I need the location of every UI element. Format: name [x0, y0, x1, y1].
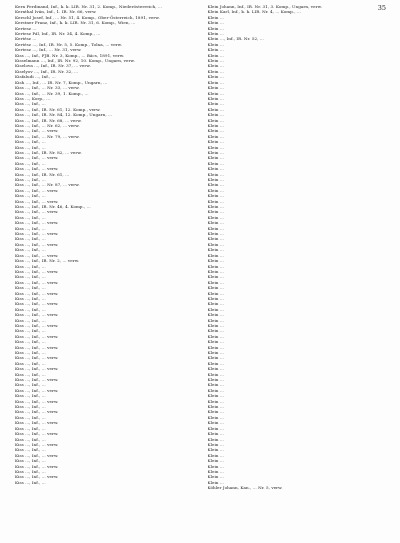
list-entry: Kiss ..., Inf., ... verw.	[15, 290, 59, 296]
list-entry: Klein ...	[207, 63, 224, 69]
list-entry: Klein ...	[207, 474, 224, 480]
list-entry: Klein ..., Inf., IR. Nr. 52, ...	[207, 36, 264, 42]
list-entry: Kiss ..., Inf., ...	[15, 425, 46, 431]
list-entry: Kiss ..., Inf., ... verw.	[15, 187, 59, 193]
list-entry: Kiss ..., Inf., ... verw.	[15, 463, 59, 469]
list-entry: Kiss ..., Inf., ... verw.	[15, 231, 59, 237]
list-entry: Klein ...	[207, 360, 224, 366]
list-entry: Kiss ..., Inf., ... verw.	[15, 344, 59, 350]
list-entry: Klein ...	[207, 274, 224, 280]
list-entry: Kiss ..., Inf., ...	[15, 236, 46, 242]
list-entry: Kiss ..., Inf., IR. Nr. 82, ... verw.	[15, 149, 82, 155]
list-entry: Klein ...	[207, 25, 224, 31]
list-entry: Kiss ..., Inf., ... verw.	[15, 198, 59, 204]
list-entry: Klein ...	[207, 333, 224, 339]
list-entry: Kiss ..., Inf., ... verw.	[15, 166, 59, 172]
list-entry: Kiss ..., Inf., ... Nr. 39, 1. Komp., ...	[15, 90, 89, 96]
list-entry: Klein ...	[207, 463, 224, 469]
list-entry: Klein ...	[207, 344, 224, 350]
list-entry: Klein ...	[207, 393, 224, 399]
list-entry: Klein ...	[207, 204, 224, 210]
list-entry: Klein ...	[207, 366, 224, 372]
list-entry: Klein ...	[207, 285, 224, 291]
list-entry: Klein ...	[207, 68, 224, 74]
list-entry: Kiss ..., Inf., ...	[15, 247, 46, 253]
list-entry: Klein ...	[207, 187, 224, 193]
page-number: 35	[377, 4, 386, 12]
list-entry: Klein ...	[207, 214, 224, 220]
list-entry: Kiss ..., Inf., ...	[15, 225, 46, 231]
list-entry: Klein ...	[207, 371, 224, 377]
list-entry: Kiss ..., Inf., ...	[15, 193, 46, 199]
list-entry: Klein ...	[207, 47, 224, 53]
list-entry: Kish ..., Inf., ... IR. Nr. 7, Komp., Ungarn, ...	[15, 79, 108, 85]
list-entry: Kiss ..., Inf., ... verw.	[15, 301, 59, 307]
list-entry: Klein ...	[207, 458, 224, 464]
list-entry: Kiss ..., Inf., ...	[15, 468, 46, 474]
list-entry: Klein ...	[207, 74, 224, 80]
list-entry: Klein ...	[207, 452, 224, 458]
list-entry: Klein ...	[207, 355, 224, 361]
list-entry: Kiss ..., Inf., IR. Nr. 68, ... verw.	[15, 117, 82, 123]
list-entry: Köhler Johann, Kan., ... Nr. 5, verw.	[207, 485, 283, 491]
list-entry: Kiss ..., Inf., ...	[15, 350, 46, 355]
list-entry: Klein ...	[207, 122, 224, 128]
list-entry: Kiss ..., Inf., ... verw.	[15, 220, 59, 226]
list-entry: Klein ...	[207, 231, 224, 237]
list-entry: Klein ...	[207, 155, 224, 161]
list-entry: Klein ...	[207, 31, 224, 37]
list-entry: Kiss ..., Inf., ... Nr. 79, ... verw.	[15, 133, 80, 139]
list-entry: Kiss ..., Inf., ... verw.	[15, 441, 59, 447]
list-entry: Kerstner Franz, Inf., k. k. LIR. Nr. 31, 6. Komp., Wien, ...	[15, 20, 136, 26]
list-entry: Klein ...	[207, 301, 224, 307]
list-entry: Klein ...	[207, 198, 224, 204]
list-entry: Kertész ..., Inf., IR. Nr. 5, 5. Komp., Tolna, ... verw.	[15, 41, 123, 47]
list-entry: Klein Karl, Inf., k. k. LIR. Nr. 4, ... Komp., ...	[207, 9, 301, 15]
list-entry: Kiss ..., Inf., ... verw.	[15, 322, 59, 328]
list-entry: Klein ...	[207, 479, 224, 485]
list-entry: Klein ...	[207, 90, 224, 96]
list-entry: Klein ...	[207, 133, 224, 139]
list-entry: Klein ...	[207, 252, 224, 258]
list-entry: Klein ...	[207, 117, 224, 123]
list-entry: Klein ...	[207, 258, 224, 264]
list-entry: Kiss ..., Inf., ... verw.	[15, 377, 59, 383]
list-entry: Klein Johann, Inf., IR. Nr. 31, 3. Komp., Ungarn, verw.	[207, 4, 323, 9]
list-entry: Kisfaludi ..., Inf., ...	[15, 74, 56, 80]
list-entry: Kiss ..., Inf., ... verw.	[15, 431, 59, 437]
list-entry: Kiss ..., Inf., ...	[15, 360, 46, 366]
list-entry: Kiss ..., Inf., ...	[15, 306, 46, 312]
list-entry: Klein ...	[207, 436, 224, 442]
list-entry: Kertesz Pál, Inf., IR. Nr. 34, 4. Komp., ...	[15, 31, 101, 37]
list-entry: Kiss ..., Inf., IR. Nr. 61, ...	[15, 171, 70, 177]
list-entry: Kiss ..., Inf., ...	[15, 393, 46, 399]
list-entry: Klein ...	[207, 160, 224, 166]
text-columns	[15, 4, 392, 537]
list-entry: Kiss ..., Inf., ... verw.	[15, 252, 59, 258]
list-entry: Kiss ..., Inf., ...	[15, 458, 46, 464]
list-entry: Kiss ..., Inf., ...	[15, 339, 46, 345]
list-entry: Kiss ..., Inf., ... verw.	[15, 279, 59, 285]
list-entry: Kiss ..., Inf., ... verw.	[15, 452, 59, 458]
list-entry: Kiss ..., Inf., ...	[15, 436, 46, 442]
list-entry: Kiss ..., Inf., ...	[15, 328, 46, 334]
list-entry: Klein ...	[207, 193, 224, 199]
list-entry: Klein ...	[207, 247, 224, 253]
list-entry: Klein ...	[207, 79, 224, 85]
list-entry: Klein ...	[207, 328, 224, 334]
left-column	[15, 4, 200, 537]
list-entry: Klein ...	[207, 468, 224, 474]
list-entry: Kiss ..., Inf., ...	[15, 371, 46, 377]
list-entry: Kertesz ...	[15, 25, 37, 31]
list-entry: Kiss ..., Inf., ...	[15, 285, 46, 291]
list-entry: Klein ...	[207, 306, 224, 312]
list-entry: Kiss ..., Inf., ...	[15, 274, 46, 280]
list-entry: Klein ...	[207, 41, 224, 47]
list-entry: Kiss ..., Inf., ... verw.	[15, 409, 59, 415]
list-entry: Klein ...	[207, 425, 224, 431]
list-entry: Klein ...	[207, 220, 224, 226]
list-entry: Kiss ..., Inf., ...	[15, 382, 46, 388]
list-entry: Klein ...	[207, 106, 224, 112]
list-entry: Kiss ..., Inf., ...	[15, 317, 46, 323]
list-entry: Klein ...	[207, 236, 224, 242]
list-entry: Klein ...	[207, 14, 224, 20]
list-entry: Klein ...	[207, 382, 224, 388]
list-entry: Klein ...	[207, 182, 224, 188]
list-entry: Klein ...	[207, 101, 224, 107]
list-entry: Klein ...	[207, 350, 224, 355]
list-entry: Klein ...	[207, 441, 224, 447]
list-entry: Kerschl Josef, Inf., ... Nr. 51, 4. Komp., Ober-Österreich, 1891, verw.	[15, 14, 160, 20]
list-entry: Klein ...	[207, 398, 224, 404]
list-entry: Kiss ..., Inf., ... verw.	[15, 333, 59, 339]
list-entry: Kiss ..., Inf., ... verw.	[15, 474, 59, 480]
list-entry: Klein ...	[207, 322, 224, 328]
list-entry: Kisselmann ..., Inf., IR. Nr. 92, 10. Komp., Ungarn, verw.	[15, 58, 135, 64]
list-entry: Klein ...	[207, 85, 224, 91]
list-entry: Klein ...	[207, 317, 224, 323]
list-entry: Klein ...	[207, 171, 224, 177]
list-entry: Kiss ..., Inf., ... verw.	[15, 355, 59, 361]
list-entry: Klein ...	[207, 339, 224, 345]
list-entry: Klein ...	[207, 290, 224, 296]
list-entry: Klein ...	[207, 58, 224, 64]
list-entry: Klein ...	[207, 447, 224, 453]
list-entry: Klein ...	[207, 112, 224, 118]
list-entry: Klein ...	[207, 312, 224, 318]
list-entry: Kiss ..., Inf., ...	[15, 479, 46, 485]
list-entry: Kiss ..., Inf., IR. Nr. 46, 4. Komp., ...	[15, 204, 91, 210]
list-entry: Kiss ..., Inf., ...	[15, 414, 46, 420]
list-entry: Klein ...	[207, 414, 224, 420]
list-entry: Kiss ..., Inf., ... Nr. 62, ... verw.	[15, 122, 80, 128]
list-entry: Klein ...	[207, 241, 224, 247]
list-entry: Kiss ..., Inf., ...	[15, 101, 46, 107]
list-entry: Kiss ..., Inf., ... verw.	[15, 312, 59, 318]
list-entry: Klein ...	[207, 263, 224, 269]
list-entry: Kiss ..., Inf., IR. Nr. 2, ... verw.	[15, 258, 80, 264]
list-entry: Kiselova ..., Inf., IR. Nr. 37, ... verw.	[15, 63, 91, 69]
list-entry: Klein ...	[207, 209, 224, 215]
list-entry: Kiss ..., Inf., ...	[15, 160, 46, 166]
list-entry: Kiss ..., Inf., ... verw.	[15, 209, 59, 215]
list-entry: Kiss ..., Inf., ... verw.	[15, 387, 59, 393]
list-entry: Kertesz ..., Inf., ... Nr. 31, verw.	[15, 47, 82, 53]
list-entry: Kiss ..., Inf., ...	[15, 139, 46, 145]
list-entry: Kiselyov ..., Inf., IR. Nr. 32, ...	[15, 68, 79, 74]
list-entry: Klein ...	[207, 387, 224, 393]
list-entry: Kiss ..., Inf., ...	[15, 295, 46, 301]
list-entry: Klein ...	[207, 144, 224, 150]
list-entry: Klein ...	[207, 268, 224, 274]
list-entry: Kiss ..., Inf., ... verw.	[15, 366, 59, 372]
list-entry: Kiss ..., Inf., ...	[15, 214, 46, 220]
list-entry: Klein ...	[207, 295, 224, 301]
list-entry: Kiss ..., Inf., ... verw.	[15, 241, 59, 247]
list-entry: Kern Ferdinand, Inf., k. k. LIR. Nr. 31, 2. Komp., Niederösterreich, ...	[15, 4, 162, 9]
list-entry: Kiss ..., Korp., ...	[15, 95, 51, 101]
list-entry: Kiss ..., Inf., IR. Nr. 84, 12. Komp., Ungarn, ...	[15, 112, 113, 118]
list-entry: Kiss ..., Inf., ...	[15, 177, 46, 182]
list-entry: Kiss ..., Inf., ... verw.	[15, 155, 59, 161]
list-entry: Kiss ..., Inf., FJB. Nr. 3, Komp., ... Bács, 1891, verw.	[15, 52, 125, 58]
list-entry: Klein ...	[207, 166, 224, 172]
list-entry: Klein ...	[207, 139, 224, 145]
list-entry: Klein ...	[207, 404, 224, 410]
right-column	[208, 4, 393, 537]
list-entry: Klein ...	[207, 377, 224, 383]
list-entry: Kiss ..., Inf., ... Nr. 33, ... verw.	[15, 85, 80, 91]
list-entry: Klein ...	[207, 431, 224, 437]
list-entry: Klein ...	[207, 279, 224, 285]
list-entry: Kiss ..., Inf., ... verw.	[15, 398, 59, 404]
list-entry: Klein ...	[207, 20, 224, 26]
list-entry: Klein ...	[207, 420, 224, 426]
list-entry: Kiss ..., Inf., ...	[15, 404, 46, 410]
list-entry: Kiss ..., Inf., ...	[15, 263, 46, 269]
list-entry: Klein ...	[207, 409, 224, 415]
list-entry: Kiss ..., Inf., IR. Nr. 61, 12. Komp., verw.	[15, 106, 101, 112]
list-entry: Kertész ...	[15, 36, 37, 42]
list-entry: Kiss ..., Inf., ... verw.	[15, 268, 59, 274]
list-entry: Klein ...	[207, 177, 224, 182]
list-entry: Kiss ..., Inf., ... verw.	[15, 128, 59, 134]
list-entry: Kiss ..., Inf., ... verw.	[15, 420, 59, 426]
list-entry: Klein ...	[207, 225, 224, 231]
list-entry: Klein ...	[207, 149, 224, 155]
list-entry: Klein ...	[207, 52, 224, 58]
list-entry: Kiss ..., Inf., ...	[15, 144, 46, 150]
list-entry: Kernthal Iván, Inf., 1. IR. Nr. 66, verw.	[15, 9, 97, 15]
list-entry: Kiss ..., Inf., ...	[15, 447, 46, 453]
list-entry: Kiss ..., Inf., ... Nr. 87, ... verw.	[15, 182, 80, 188]
list-entry: Klein ...	[207, 95, 224, 101]
list-entry: Klein ...	[207, 128, 224, 134]
